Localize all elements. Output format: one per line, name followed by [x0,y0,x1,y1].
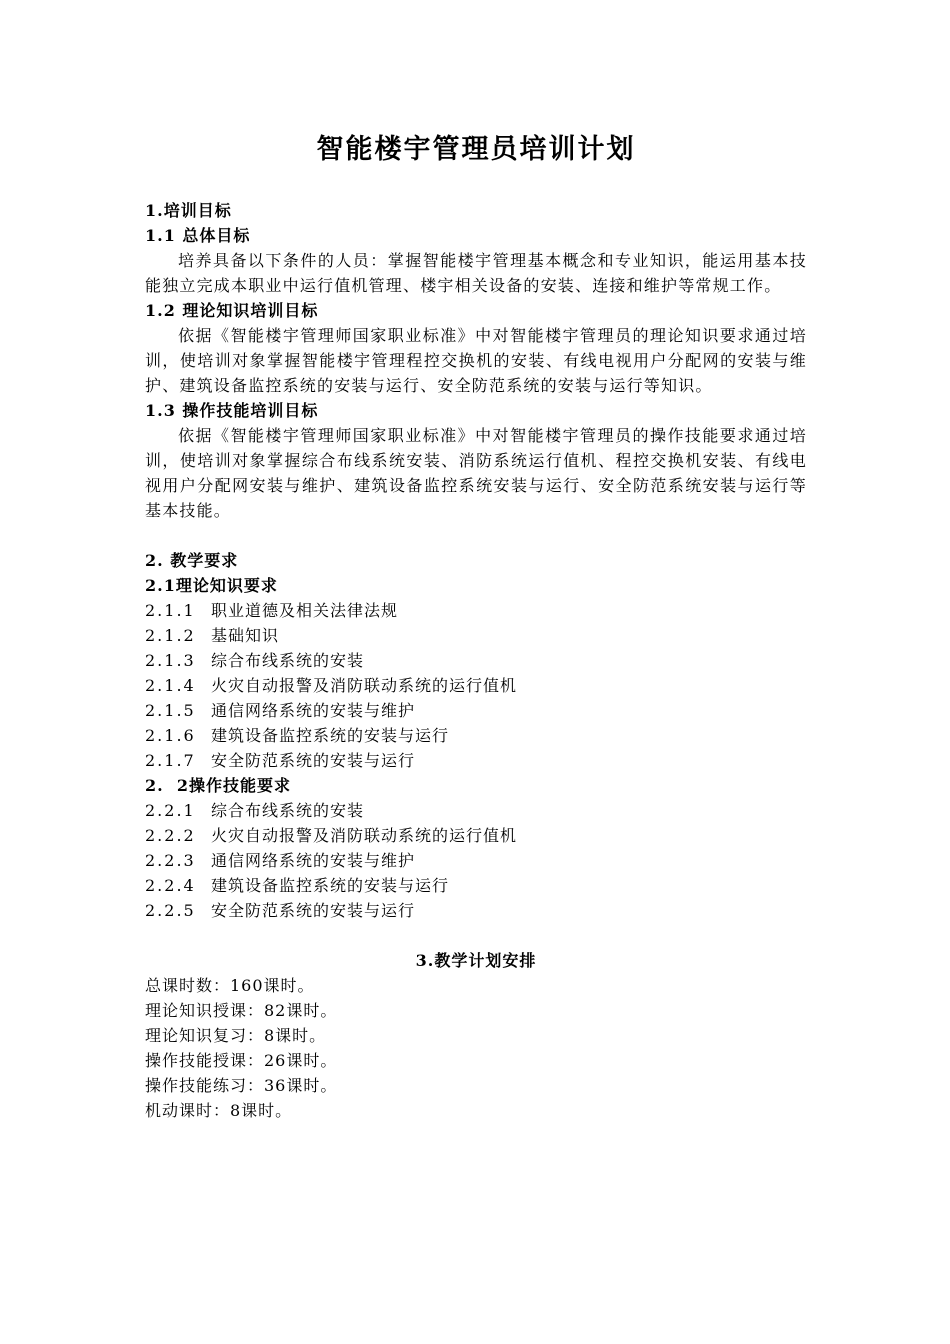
item-text: 安全防范系统的安装与运行 [211,751,416,770]
schedule-line: 操作技能练习：36课时。 [145,1076,338,1095]
schedule-line: 理论知识复习：8课时。 [145,1026,327,1045]
schedule-line: 理论知识授课：82课时。 [145,1001,338,1020]
item-number: 2.1.5 [145,701,196,720]
item-text: 职业道德及相关法律法规 [211,601,399,620]
item-text: 建筑设备监控系统的安装与运行 [211,726,450,745]
item-text: 通信网络系统的安装与维护 [211,851,416,870]
document-body [145,198,807,1123]
list-item [145,748,807,773]
list-item [145,823,807,848]
schedule-line: 总课时数：160课时。 [145,976,315,995]
section-2-2-heading: 2. 2操作技能要求 [145,776,291,795]
item-text: 建筑设备监控系统的安装与运行 [211,876,450,895]
item-text: 火灾自动报警及消防联动系统的运行值机 [211,676,518,695]
item-text: 通信网络系统的安装与维护 [211,701,416,720]
list-item [145,873,807,898]
section-1-3-body: 依据《智能楼宇管理师国家职业标准》中对智能楼宇管理员的操作技能要求通过培训，使培训对象掌握综合布线系统安装、消防系统运行值机、程控交换机安装、有线电视用户分配网安装与维护、建筑设备监控系统安装与运行、安全防范系统安装与运行等基本技能。 [145,426,807,520]
section-1-2-heading: 1.2 理论知识培训目标 [145,301,319,320]
section-1-3-heading: 1.3 操作技能培训目标 [145,401,319,420]
spacer [145,523,807,548]
list-item [145,698,807,723]
list-item [145,798,807,823]
list-item [145,623,807,648]
list-item [145,848,807,873]
item-text: 火灾自动报警及消防联动系统的运行值机 [211,826,518,845]
item-number: 2.2.4 [145,876,196,895]
item-number: 2.1.7 [145,751,196,770]
list-item [145,673,807,698]
list-item [145,598,807,623]
list-item [145,898,807,923]
item-text: 安全防范系统的安装与运行 [211,901,416,920]
item-number: 2.2.2 [145,826,196,845]
item-number: 2.1.4 [145,676,196,695]
list-item [145,723,807,748]
item-number: 2.2.1 [145,801,196,820]
item-number: 2.2.5 [145,901,196,920]
section-1-1-heading: 1.1 总体目标 [145,226,251,245]
section-1-2-body: 依据《智能楼宇管理师国家职业标准》中对智能楼宇管理员的理论知识要求通过培训，使培训对象掌握智能楼宇管理程控交换机的安装、有线电视用户分配网的安装与维护、建筑设备监控系统的安装与运行、安全防范系统的安装与运行等知识。 [145,326,807,395]
item-text: 基础知识 [211,626,280,645]
schedule-line: 机动课时：8课时。 [145,1101,293,1120]
list-item [145,648,807,673]
section-2-1-heading: 2.1理论知识要求 [145,576,278,595]
section-3-heading: 3.教学计划安排 [415,951,537,970]
section-2-heading: 2. 教学要求 [145,551,239,570]
item-number: 2.1.3 [145,651,196,670]
item-number: 2.1.1 [145,601,196,620]
item-number: 2.2.3 [145,851,196,870]
spacer [145,923,807,948]
item-number: 2.1.6 [145,726,196,745]
section-1-heading: 1.培训目标 [145,201,232,220]
schedule-line: 操作技能授课：26课时。 [145,1051,338,1070]
item-text: 综合布线系统的安装 [211,651,365,670]
section-1-1-body: 培养具备以下条件的人员：掌握智能楼宇管理基本概念和专业知识，能运用基本技能独立完成本职业中运行值机管理、楼宇相关设备的安装、连接和维护等常规工作。 [145,251,807,295]
document-title: 智能楼宇管理员培训计划 [316,134,636,165]
item-text: 综合布线系统的安装 [211,801,365,820]
item-number: 2.1.2 [145,626,196,645]
